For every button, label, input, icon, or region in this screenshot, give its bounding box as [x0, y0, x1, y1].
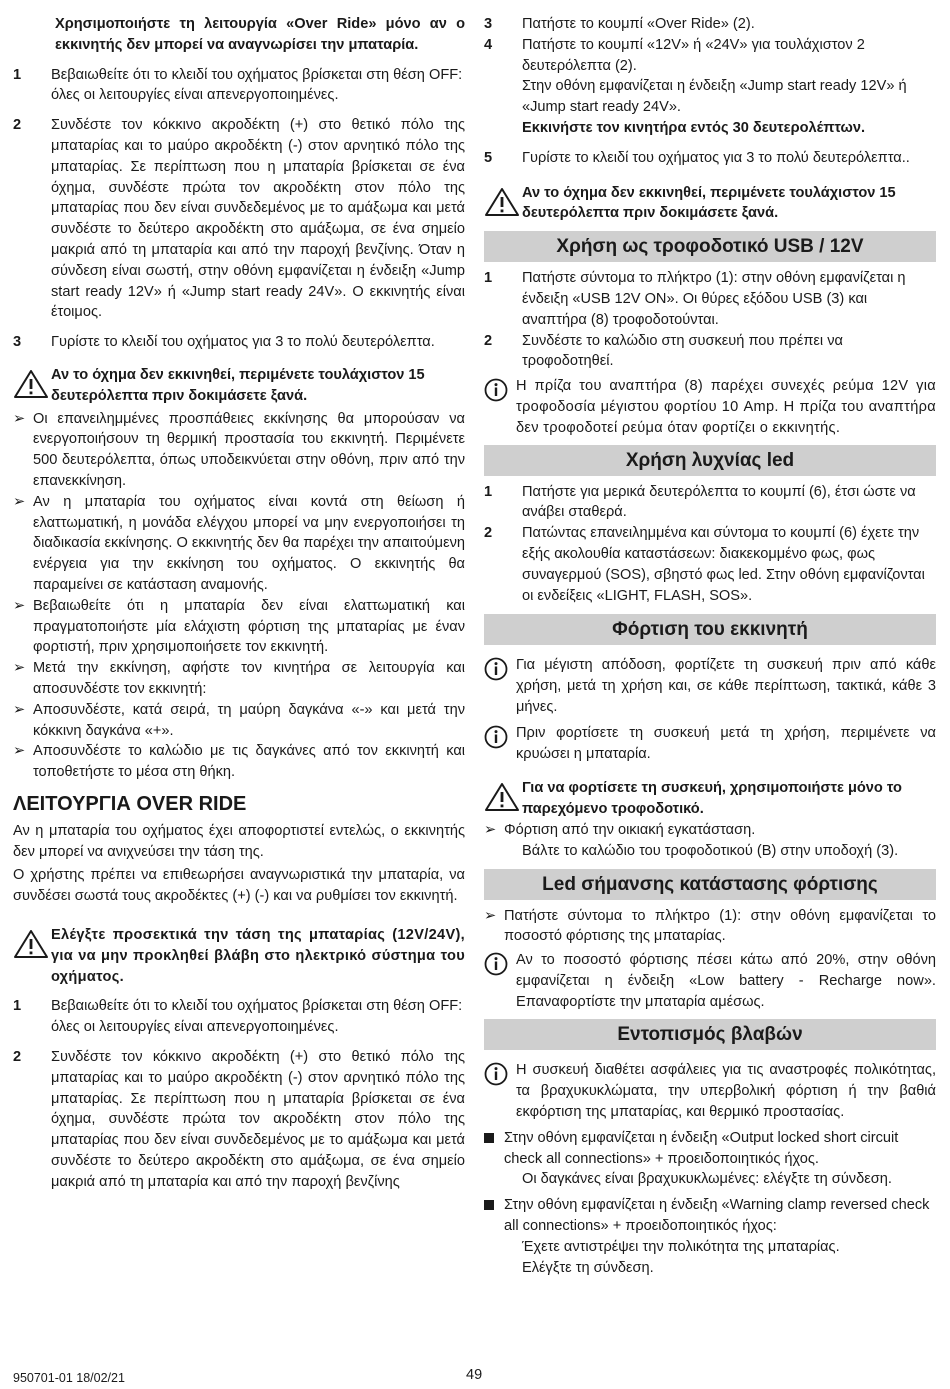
warning-voltage: [13, 925, 465, 987]
step-text: Γυρίστε το κλειδί του οχήματος για 3 το πολύ δευτερόλεπτα..: [522, 149, 910, 166]
note-item: [484, 906, 936, 948]
arrow-bullet-icon: ➢: [13, 743, 26, 760]
step-text: Πατώντας επανειλημμένα και σύντομα το κουμπί (6) έχετε την εξής ακολουθία καταστάσεων: διακεκομμένο φως, φως συναγερμού (SOS), σβηστό φως led. Στην οθόνη εμφανίζονται οι ενδείξεις «LIGHT, FLASH, SOS».: [522, 525, 925, 604]
info-icon: [484, 723, 516, 756]
arrow-bullet-icon: ➢: [13, 660, 26, 677]
step-number: 1: [13, 66, 22, 83]
note-text: Φόρτιση από την οικιακή εγκατάσταση.: [504, 821, 756, 838]
right-column: [484, 14, 936, 1278]
info-icon: [484, 376, 516, 409]
fault-text: Στην οθόνη εμφανίζεται η ένδειξη «Output locked short circuit check all connections» + προειδοποιητικός ήχος.: [504, 1129, 899, 1167]
fault-subtext: Οι δαγκάνες είναι βραχυκυκλωμένες: ελέγξτε τη σύνδεση.: [522, 1171, 892, 1188]
note-item: [484, 820, 936, 841]
arrow-bullet-icon: ➢: [484, 907, 497, 924]
over-ride-paragraph: Αν η μπαταρία του οχήματος έχει αποφορτιστεί εντελώς, ο εκκινητής δεν μπορεί να ανιχνεύσει την τάση της.: [13, 822, 465, 860]
note-item: [13, 596, 465, 658]
step-2: [484, 331, 936, 373]
step-text: Συνδέστε το καλώδιο στη συσκευή που πρέπει να τροφοδοτηθεί.: [522, 332, 843, 370]
arrow-bullet-icon: ➢: [13, 410, 26, 427]
note-text: Πατήστε σύντομα το πλήκτρο (1): στην οθόνη εμφανίζεται το ποσοστό φόρτισης της μπαταρίας.: [504, 907, 936, 945]
warning-restart: [13, 365, 465, 407]
step-1: [484, 482, 936, 524]
arrow-bullet-icon: ➢: [484, 821, 497, 838]
square-bullet-icon: [484, 1128, 504, 1170]
fault-text: Στην οθόνη εμφανίζεται η ένδειξη «Warning clamp reversed check all connections» + προειδοποιητικός ήχος:: [504, 1197, 930, 1235]
step-1: [484, 268, 936, 330]
step-text: Βεβαιωθείτε ότι το κλειδί του οχήματος βρίσκεται στη θέση OFF: όλες οι λειτουργίες είναι απενεργοποιημένες.: [51, 998, 463, 1036]
step-number: 1: [484, 483, 493, 500]
step-number: 2: [484, 525, 493, 542]
info-text: Αν το ποσοστό φόρτισης πέσει κάτω από 20%, στην οθόνη εμφανίζεται η ένδειξη «Low battery - Recharge now». Επαναφορτίστε την μπαταρία αμέσως.: [516, 952, 936, 1010]
info-protections: [484, 1060, 936, 1122]
step-text: Συνδέστε τον κόκκινο ακροδέκτη (+) στο θετικό πόλο της μπαταρίας και το μαύρο ακροδέκτη (-) στον αρνητικό πόλο της μπαταρίας. Σε περίπτωση που η μπαταρία βρίσκεται σε ένα όχημα, συνδέστε πρώτα τον ακροδέκτη στον πόλο της μπαταρίας που δεν είναι συνδεδεμένος με το αμάξωμα και μετά συνδέστε το δεύτερο ακροδέκτη στο αμάξωμα, σε ένα σημείο μακριά από τη μπαταρία και από την παροχή βενζίνης: [51, 1049, 465, 1190]
step-text: Πατήστε σύντομα το πλήκτρο (1): στην οθόνη εμφανίζεται η ένδειξη «USB 12V ON». Οι θύρες εξόδου USB (3) και αναπτήρα (8) τροφοδοτούνται.: [522, 270, 906, 328]
info-text: Πριν φορτίσετε τη συσκευή μετά τη χρήση, περιμένετε να κρυώσει η μπαταρία.: [516, 724, 936, 762]
warning-text: Αν το όχημα δεν εκκινηθεί, περιμένετε τουλάχιστον 15 δευτερόλεπτα πριν δοκιμάσετε ξανά.: [522, 184, 896, 222]
step-number: 5: [484, 149, 493, 166]
warning-text: Ελέγξτε προσεκτικά την τάση της μπαταρίας (12V/24V), για να μην προκληθεί βλάβη στο ηλεκτρικό σύστημα του οχήματος.: [51, 927, 465, 985]
step-1: [13, 65, 465, 107]
note-item: [13, 492, 465, 596]
over-ride-paragraph: Ο χρήστης πρέπει να επιθεωρήσει αναγνωριστικά την μπαταρία, να συνδέσει σωστά τους ακροδέκτες (+) (-) και να ρυθμίσει τον εκκινητή.: [13, 867, 465, 905]
warning-icon: [13, 365, 51, 406]
section-charge-title: Φόρτιση του εκκινητή: [484, 614, 936, 645]
over-ride-heading: ΛΕΙΤΟΥΡΓΙΑ OVER RIDE: [13, 792, 247, 815]
note-item: [13, 700, 465, 742]
step-text: Συνδέστε τον κόκκινο ακροδέκτη (+) στο θετικό πόλο της μπαταρίας και το μαύρο ακροδέκτη (-) στον αρνητικό πόλο της μπαταρίας. Σε περίπτωση που η μπαταρία βρίσκεται σε ένα όχημα, συνδέστε πρώτα τον ακροδέκτη στον πόλο της μπαταρίας που δεν είναι συνδεδεμένος με το αμάξωμα και μετά συνδέστε το δεύτερο ακροδέκτη στο αμάξωμα, σε ένα σημείο μακριά από τη μπαταρία και από την παροχή βενζίνης. Όταν η σύνδεση είναι σωστή, στην οθόνη εμφανίζεται η ένδειξη «Jump start ready 12V» ή «Jump start ready 24V». Ο εκκινητής είναι έτοιμος.: [51, 117, 465, 321]
note-text: Αποσυνδέστε, κατά σειρά, τη μαύρη δαγκάνα «-» και μετά την κόκκινη δαγκάνα «+».: [33, 701, 465, 739]
step-4-line: Πατήστε το κουμπί «12V» ή «24V» για τουλάχιστον 2 δευτερόλεπτα (2).: [522, 36, 865, 74]
step-text: Πατήστε το κουμπί «Over Ride» (2).: [522, 16, 755, 32]
note-text: Οι επανειλημμένες προσπάθειες εκκίνησης θα μπορούσαν να ενεργοποιήσουν τη θερμική προστασία του εκκινητή. Περιμένετε 500 δευτερόλεπτα, όπως υποδεικνύεται στην οθόνη, πριν από την επανεκκίνηση.: [33, 410, 465, 489]
warning-icon: [484, 778, 522, 819]
note-text: Αποσυνδέστε το καλώδιο με τις δαγκάνες από τον εκκινητή και τοποθετήστε το μέσα στη θήκη.: [33, 743, 465, 781]
warning-restart: [484, 183, 936, 225]
note-item: [13, 658, 465, 700]
arrow-bullet-icon: ➢: [13, 597, 26, 614]
left-column: [13, 14, 465, 1193]
step-number: 4: [484, 36, 493, 53]
square-bullet-icon: [484, 1195, 504, 1237]
step-number: 1: [13, 998, 22, 1015]
section-usb-title: Χρήση ως τροφοδοτικό USB / 12V: [484, 231, 936, 262]
step-1: [13, 996, 465, 1038]
warning-icon: [484, 183, 522, 224]
warning-text: Αν το όχημα δεν εκκινηθεί, περιμένετε τουλάχιστον 15 δευτερόλεπτα πριν δοκιμάσετε ξανά.: [51, 366, 425, 404]
warning-text: Για να φορτίσετε τη συσκευή, χρησιμοποιήστε μόνο το παρεχόμενο τροφοδοτικό.: [522, 780, 902, 818]
section-ledstatus-title: Led σήμανσης κατάστασης φόρτισης: [484, 869, 936, 900]
step-number: 2: [13, 1049, 22, 1066]
info-icon: [484, 655, 516, 688]
step-number: 2: [484, 332, 493, 349]
fault-subtext: Έχετε αντιστρέψει την πολικότητα της μπαταρίας.: [522, 1238, 840, 1255]
page-number: 49: [466, 1367, 483, 1383]
step-2: [13, 115, 465, 323]
section-led-title: Χρήση λυχνίας led: [484, 445, 936, 476]
step-text: Γυρίστε το κλειδί του οχήματος για 3 το πολύ δευτερόλεπτα.: [51, 334, 435, 351]
note-item: [13, 409, 465, 492]
step-2: [484, 523, 936, 606]
warning-icon: [13, 925, 51, 966]
note-text: Βεβαιωθείτε ότι η μπαταρία δεν είναι ελαττωματική και πραγματοποιήστε μία ελάχιστη φόρτιση της μπαταρίας με έναν φορτιστή, πριν χρησιμοποιήσετε τον εκκινητή.: [33, 597, 465, 656]
fault-item: [484, 1195, 936, 1237]
document-code: 950701-01 18/02/21: [13, 1371, 125, 1385]
step-number: 3: [484, 16, 493, 32]
step-3: [13, 332, 465, 353]
info-usb: [484, 376, 936, 438]
fault-subtext: Ελέγξτε τη σύνδεση.: [522, 1259, 654, 1276]
step-number: 2: [13, 117, 22, 134]
step-2: [13, 1047, 465, 1193]
step-number: 3: [13, 334, 22, 351]
info-text: Για μέγιστη απόδοση, φορτίζετε τη συσκευή πριν από κάθε χρήση, μετά τη χρήση και, σε κάθε περίπτωση, τακτικά, κάθε 3 μήνες.: [516, 657, 936, 715]
info-low-battery: [484, 950, 936, 1012]
info-icon: [484, 1060, 516, 1093]
info-charge: [484, 655, 936, 717]
section-fault-title: Εντοπισμός βλαβών: [484, 1019, 936, 1050]
step-5: [484, 148, 936, 169]
info-icon: [484, 950, 516, 983]
step-number: 1: [484, 270, 493, 287]
step-4-bold: Εκκινήστε τον κινητήρα εντός 30 δευτερολέπτων.: [522, 119, 866, 136]
step-4-line: Στην οθόνη εμφανίζεται η ένδειξη «Jump start ready 12V» ή «Jump start ready 24V».: [522, 78, 907, 116]
arrow-bullet-icon: ➢: [13, 493, 26, 510]
info-cool: [484, 723, 936, 765]
note-subtext: Βάλτε το καλώδιο του τροφοδοτικού (B) στην υποδοχή (3).: [522, 842, 899, 859]
arrow-bullet-icon: ➢: [13, 701, 26, 718]
fault-item: [484, 1128, 936, 1170]
override-intro: Χρησιμοποιήστε τη λειτουργία «Over Ride» μόνο αν ο εκκινητής δεν μπορεί να αναγνωρίσει την μπαταρία.: [55, 16, 465, 53]
warning-charger: [484, 778, 936, 820]
note-text: Αν η μπαταρία του οχήματος είναι κοντά στη θείωση ή ελαττωματική, η μονάδα ελέγχου μπορεί να μην ενεργοποιήσει τη διαδικασία εκκίνησης. Ο εκκινητής δεν θα παρέχει την απαιτούμενη ενέργεια για την εκκίνηση του οχήματος. Ο εκκινητής θα παραμείνει σε κατάσταση αναμονής.: [33, 493, 465, 593]
step-4: [484, 35, 936, 139]
note-text: Μετά την εκκίνηση, αφήστε τον κινητήρα σε λειτουργία και αποσυνδέστε τον εκκινητή:: [33, 660, 465, 697]
info-text: Η πρίζα του αναπτήρα (8) παρέχει συνεχές ρεύμα 12V για τροφοδοσία μέγιστου φορτίου 10 Amp. Η πρίζα του αναπτήρα δεν τροφοδοτεί ρεύμα όταν φορτίζει ο εκκινητής.: [516, 378, 936, 436]
step-text: Πατήστε για μερικά δευτερόλεπτα το κουμπί (6), έτσι ώστε να ανάβει σταθερά.: [522, 483, 916, 521]
step-text: Βεβαιωθείτε ότι το κλειδί του οχήματος βρίσκεται στη θέση OFF: όλες οι λειτουργίες είναι απενεργοποιημένες.: [51, 66, 463, 104]
step-text: [522, 35, 936, 139]
step-3: [484, 14, 936, 35]
note-item: [13, 741, 465, 783]
info-text: Η συσκευή διαθέτει ασφάλειες για τις αναστροφές πολικότητας, τα βραχυκυκλώματα, την υπερβολική φόρτιση ή την βαθιά εκφόρτιση της μπαταρίας, και θερμικό προστασίας.: [516, 1062, 936, 1121]
